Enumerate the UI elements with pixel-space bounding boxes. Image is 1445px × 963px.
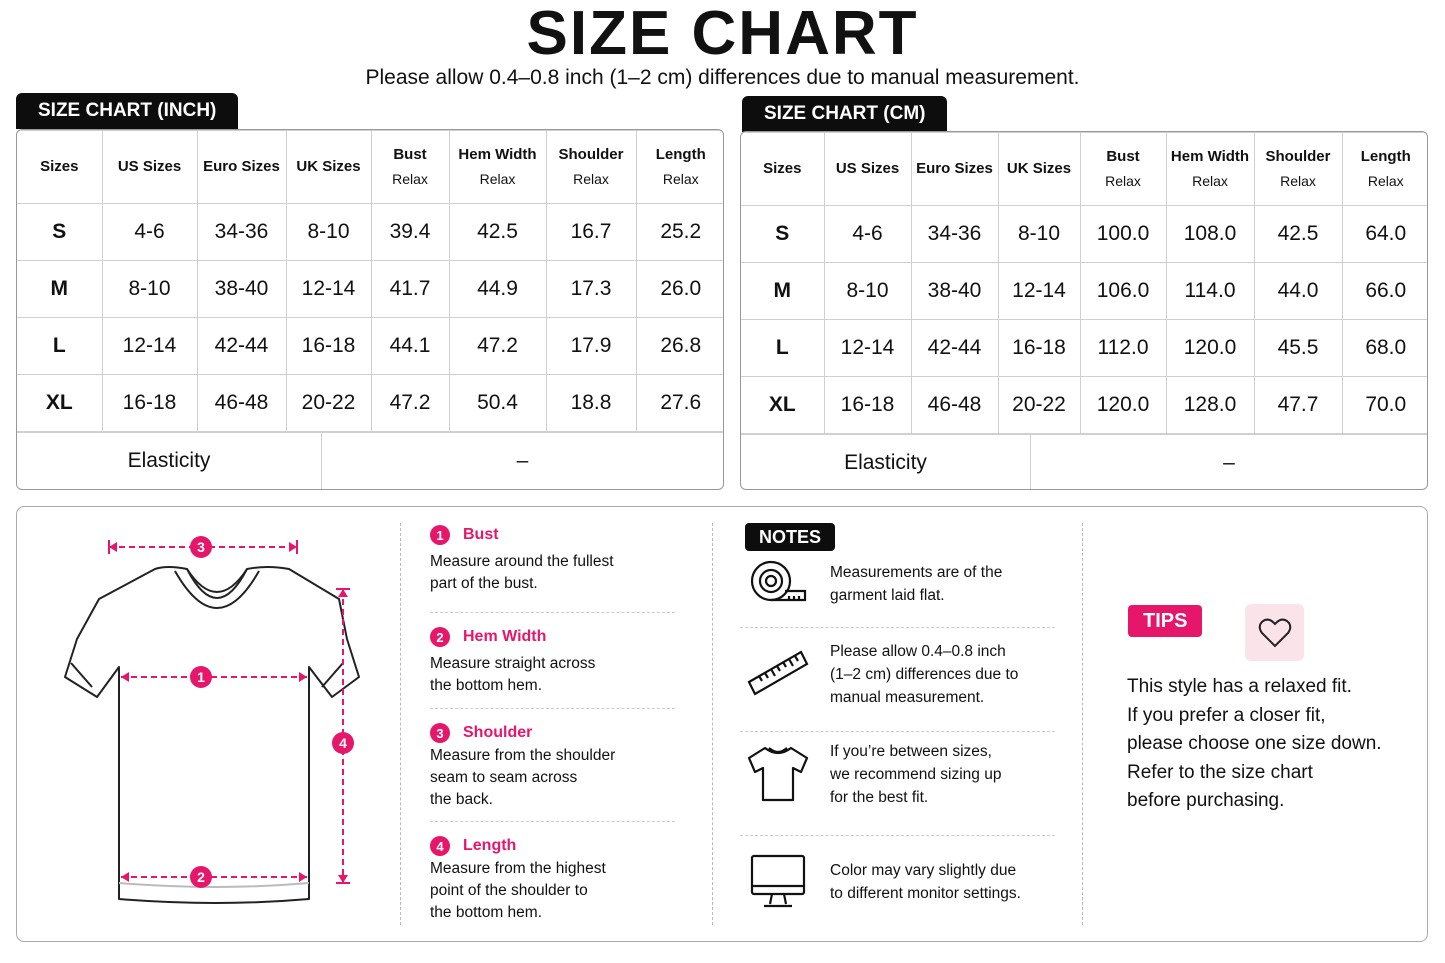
- note-item: [740, 639, 1055, 709]
- table-cell: 16-18: [102, 375, 197, 432]
- column-header: [741, 133, 824, 206]
- measurement-description: Measure from the highest point of the shoulder to the bottom hem.: [430, 860, 606, 921]
- cm-size-chart: [740, 96, 1428, 490]
- table-cell: 20-22: [998, 377, 1080, 434]
- heart-icon: [1245, 604, 1304, 661]
- table-cell: 47.2: [371, 375, 449, 432]
- number-badge: 4: [430, 836, 450, 856]
- column-header-sublabel: Relax: [1192, 173, 1228, 189]
- marker-4-label: 4: [339, 735, 347, 751]
- table-cell: 47.2: [449, 318, 546, 375]
- marker-2-label: 2: [197, 869, 205, 885]
- column-header: [546, 131, 636, 204]
- note-item: [740, 549, 1055, 619]
- table-row: [17, 261, 724, 318]
- page-subtitle: Please allow 0.4–0.8 inch (1–2 cm) differences due to manual measurement.: [365, 66, 1080, 89]
- measurement-item-shoulder: [430, 721, 675, 822]
- note-text: Please allow 0.4–0.8 inch (1–2 cm) differences due to manual measurement.: [830, 642, 1019, 706]
- ruler-icon: [740, 639, 816, 709]
- size-label-cell: M: [17, 261, 102, 318]
- measurement-description: Measure from the shoulder seam to seam across the back.: [430, 747, 616, 808]
- table-cell: 38-40: [197, 261, 286, 318]
- marker-1-label: 1: [197, 669, 205, 685]
- table-cell: 114.0: [1166, 263, 1254, 320]
- tips-text: This style has a relaxed fit. If you prefer a closer fit, please choose one size down. Refer to the size chart before purchasing.: [1127, 676, 1382, 811]
- table-cell: 27.6: [636, 375, 724, 432]
- table-cell: 66.0: [1342, 263, 1428, 320]
- column-header-sublabel: Relax: [573, 171, 609, 187]
- size-label-cell: L: [741, 320, 824, 377]
- table-cell: 100.0: [1080, 206, 1166, 263]
- table-cell: 68.0: [1342, 320, 1428, 377]
- column-header-label: Shoulder: [558, 146, 624, 163]
- column-header-label: Euro Sizes: [203, 158, 280, 175]
- column-header-label: Euro Sizes: [916, 160, 993, 177]
- size-label-cell: S: [17, 204, 102, 261]
- inch-size-table: [17, 130, 724, 432]
- measurement-title: Hem Width: [463, 628, 547, 645]
- column-header: [1254, 133, 1342, 206]
- measurement-guide-panel: [16, 506, 1428, 942]
- size-label-cell: XL: [741, 377, 824, 434]
- column-header-label: Bust: [393, 146, 427, 163]
- table-cell: 18.8: [546, 375, 636, 432]
- table-cell: 26.8: [636, 318, 724, 375]
- table-row: [741, 263, 1428, 320]
- column-header: [911, 133, 998, 206]
- cm-chart-table-box: [740, 131, 1428, 490]
- column-header-sublabel: Relax: [662, 171, 699, 187]
- column-header-label: US Sizes: [117, 158, 182, 175]
- elasticity-label: Elasticity: [17, 433, 322, 489]
- note-separator: [740, 835, 1055, 836]
- marker-3-label: 3: [197, 539, 205, 555]
- column-header: [102, 131, 197, 204]
- column-header: [449, 131, 546, 204]
- table-cell: 26.0: [636, 261, 724, 318]
- table-cell: 41.7: [371, 261, 449, 318]
- notes-tab: NOTES: [745, 523, 835, 551]
- table-cell: 8-10: [286, 204, 371, 261]
- table-cell: 17.9: [546, 318, 636, 375]
- column-header-label: Length: [1360, 148, 1411, 165]
- inch-elasticity-row: [17, 432, 723, 489]
- measurement-title: Bust: [463, 526, 499, 543]
- table-cell: 46-48: [911, 377, 998, 434]
- tips-badge: TIPS: [1128, 605, 1202, 637]
- table-cell: 8-10: [998, 206, 1080, 263]
- cm-size-table: [741, 132, 1428, 434]
- table-cell: 42-44: [197, 318, 286, 375]
- number-badge: 3: [430, 723, 450, 743]
- monitor-icon: [740, 847, 816, 917]
- inch-chart-tab: SIZE CHART (INCH): [16, 93, 238, 129]
- measurement-description: Measure around the fullest part of the bust.: [430, 553, 614, 592]
- table-cell: 25.2: [636, 204, 724, 261]
- note-item: [740, 847, 1055, 917]
- column-header-label: Hem Width: [458, 146, 537, 163]
- table-cell: 45.5: [1254, 320, 1342, 377]
- column-header: [1342, 133, 1428, 206]
- table-cell: 120.0: [1166, 320, 1254, 377]
- number-badge: 1: [430, 525, 450, 545]
- column-header: [17, 131, 102, 204]
- table-cell: 16-18: [824, 377, 911, 434]
- table-row: [17, 318, 724, 375]
- cm-elasticity-row: [741, 434, 1427, 490]
- column-header-label: Length: [655, 146, 706, 163]
- note-text: If you’re between sizes, we recommend sizing up for the best fit.: [830, 742, 1002, 806]
- table-header-row: [741, 133, 1428, 206]
- size-label-cell: L: [17, 318, 102, 375]
- measurement-instructions: [430, 523, 675, 946]
- column-header: [636, 131, 724, 204]
- table-cell: 42.5: [449, 204, 546, 261]
- inch-size-chart: [16, 93, 724, 490]
- size-label-cell: M: [741, 263, 824, 320]
- column-header: [286, 131, 371, 204]
- note-text: Color may vary slightly due to different monitor settings.: [830, 862, 1021, 902]
- table-cell: 38-40: [911, 263, 998, 320]
- table-cell: 8-10: [824, 263, 911, 320]
- measurement-item-bust: [430, 523, 675, 613]
- column-header-sublabel: Relax: [1105, 173, 1141, 189]
- table-row: [741, 206, 1428, 263]
- column-header-label: Bust: [1106, 148, 1140, 165]
- table-cell: 42.5: [1254, 206, 1342, 263]
- table-cell: 20-22: [286, 375, 371, 432]
- table-cell: 70.0: [1342, 377, 1428, 434]
- elasticity-value: –: [1223, 451, 1235, 474]
- table-cell: 112.0: [1080, 320, 1166, 377]
- table-cell: 12-14: [286, 261, 371, 318]
- measurement-item-length: [430, 834, 675, 934]
- table-cell: 106.0: [1080, 263, 1166, 320]
- measurement-description: Measure straight across the bottom hem.: [430, 655, 596, 694]
- inch-chart-table-box: [16, 129, 724, 490]
- column-header-sublabel: Relax: [479, 171, 516, 187]
- elasticity-label: Elasticity: [741, 435, 1031, 490]
- table-cell: 108.0: [1166, 206, 1254, 263]
- table-cell: 47.7: [1254, 377, 1342, 434]
- table-row: [741, 377, 1428, 434]
- tshirt-measurement-diagram: [47, 527, 377, 927]
- column-header: [197, 131, 286, 204]
- table-cell: 16.7: [546, 204, 636, 261]
- column-header-label: Sizes: [40, 158, 79, 175]
- table-cell: 50.4: [449, 375, 546, 432]
- note-item: [740, 739, 1055, 809]
- column-header-sublabel: Relax: [392, 171, 428, 187]
- column-header-sublabel: Relax: [1280, 173, 1316, 189]
- divider: [712, 523, 713, 925]
- table-cell: 12-14: [102, 318, 197, 375]
- table-cell: 4-6: [824, 206, 911, 263]
- table-cell: 128.0: [1166, 377, 1254, 434]
- column-header-label: Hem Width: [1170, 148, 1250, 165]
- elasticity-value: –: [516, 449, 529, 472]
- column-header-label: UK Sizes: [296, 158, 361, 175]
- table-cell: 46-48: [197, 375, 286, 432]
- measurement-title: Shoulder: [463, 724, 533, 741]
- column-header: [824, 133, 911, 206]
- column-header: [1166, 133, 1254, 206]
- table-cell: 42-44: [911, 320, 998, 377]
- table-cell: 12-14: [998, 263, 1080, 320]
- size-label-cell: S: [741, 206, 824, 263]
- note-separator: [740, 731, 1055, 732]
- table-cell: 44.1: [371, 318, 449, 375]
- table-cell: 64.0: [1342, 206, 1428, 263]
- column-header: [371, 131, 449, 204]
- column-header-label: Shoulder: [1265, 148, 1331, 165]
- measurement-title: Length: [463, 837, 517, 854]
- table-cell: 34-36: [197, 204, 286, 261]
- column-header-label: UK Sizes: [1006, 160, 1072, 177]
- note-text: Measurements are of the garment laid flat.: [830, 564, 1003, 604]
- measurement-item-hem-width: [430, 625, 675, 709]
- column-header-sublabel: Relax: [1367, 173, 1404, 189]
- table-row: [17, 204, 724, 261]
- table-cell: 39.4: [371, 204, 449, 261]
- table-cell: 8-10: [102, 261, 197, 318]
- table-cell: 4-6: [102, 204, 197, 261]
- column-header: [998, 133, 1080, 206]
- number-badge: 2: [430, 627, 450, 647]
- table-cell: 120.0: [1080, 377, 1166, 434]
- table-cell: 12-14: [824, 320, 911, 377]
- tshirt-icon: [740, 739, 816, 809]
- table-cell: 16-18: [286, 318, 371, 375]
- size-label-cell: XL: [17, 375, 102, 432]
- divider: [400, 523, 401, 925]
- tape-measure-icon: [740, 549, 816, 619]
- table-cell: 17.3: [546, 261, 636, 318]
- table-row: [741, 320, 1428, 377]
- table-row: [17, 375, 724, 432]
- table-cell: 16-18: [998, 320, 1080, 377]
- column-header: [1080, 133, 1166, 206]
- note-separator: [740, 627, 1055, 628]
- table-header-row: [17, 131, 724, 204]
- column-header-label: US Sizes: [835, 160, 900, 177]
- cm-chart-tab: SIZE CHART (CM): [742, 96, 947, 132]
- table-cell: 44.0: [1254, 263, 1342, 320]
- table-cell: 44.9: [449, 261, 546, 318]
- divider: [1082, 523, 1083, 925]
- page-title: SIZE CHART: [526, 0, 919, 68]
- table-cell: 34-36: [911, 206, 998, 263]
- column-header-label: Sizes: [763, 160, 802, 177]
